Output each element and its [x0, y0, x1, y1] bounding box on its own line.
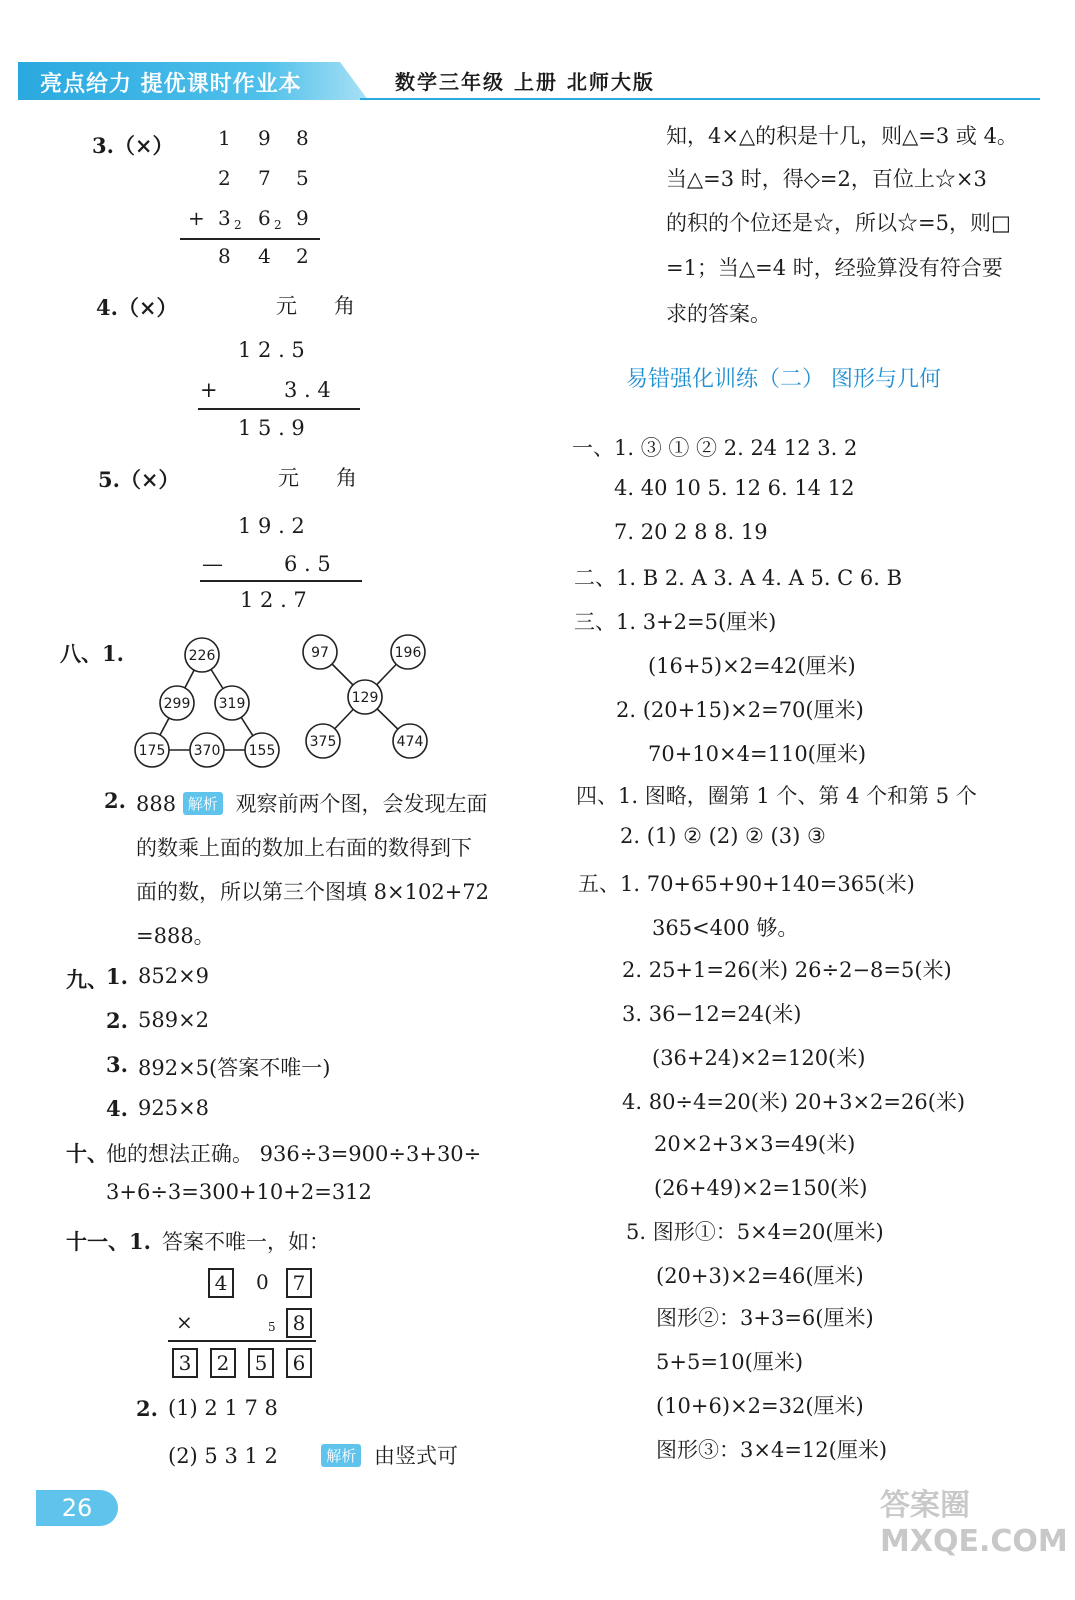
digit-box: 2	[210, 1348, 236, 1378]
section-title: 易错强化训练（二） 图形与几何	[626, 367, 941, 392]
ba2-line: 面的数，所以第三个图填 8×102+72	[136, 880, 490, 904]
five-line: 2. 25+1=26(米) 26÷2−8=5(米)	[622, 958, 952, 982]
q4-label: 4.（×）	[96, 295, 178, 320]
digit-box: 3	[172, 1348, 198, 1378]
digit-box: 6	[286, 1348, 312, 1378]
cont-line: 的积的个位还是☆，所以☆=5，则□	[666, 211, 1011, 235]
shiyi-rule	[168, 1340, 316, 1342]
jiu-item: 925×8	[138, 1096, 210, 1120]
jiu-item: 852×9	[138, 964, 210, 988]
header-rule	[360, 98, 1040, 100]
shi-line: 3+6÷3=300+10+2=312	[106, 1180, 372, 1204]
five-line: 5. 图形①：5×4=20(厘米)	[626, 1220, 884, 1244]
q3-digit: 1	[218, 126, 231, 150]
q3-digit: 6	[258, 206, 271, 230]
shiyi-p2-text: (2) 5 3 1 2	[168, 1444, 278, 1468]
ba2-line: 的数乘上面的数加上右面的数得到下	[136, 836, 472, 860]
ba2-ans-value: 888	[136, 792, 177, 816]
book-title: 数学三年级 上册 北师大版	[395, 70, 655, 94]
q3-carry: 2	[234, 218, 242, 232]
two-line: 二、1. B 2. A 3. A 4. A 5. C 6. B	[574, 566, 903, 590]
three-line: 三、1. 3+2=5(厘米)	[574, 610, 777, 634]
node-value: 97	[311, 645, 329, 661]
five-line: (10+6)×2=32(厘米)	[656, 1394, 864, 1418]
one-line: 4. 40 10 5. 12 6. 14 12	[614, 476, 855, 500]
shiyi-p2	[168, 1440, 458, 1470]
jiu-label: 九、	[66, 967, 108, 992]
jiu-num: 2.	[106, 1008, 128, 1033]
q5-row1: 1 9 . 2	[238, 514, 305, 538]
q4-yuan: 元	[276, 294, 297, 318]
jiu-item: 589×2	[138, 1008, 210, 1032]
shiyi-q2: 2.	[136, 1396, 158, 1421]
number-diagrams	[125, 630, 435, 780]
shi-label: 十、	[66, 1141, 108, 1166]
watermark: 答案圈 MXQE.COM	[880, 1488, 1068, 1559]
five-line: 图形②：3+3=6(厘米)	[656, 1306, 874, 1330]
five-line: 五、1. 70+65+90+140=365(米)	[578, 872, 915, 896]
cont-line: 知，4×△的积是十几，则△=3 或 4。	[666, 124, 1018, 148]
q3-digit: 2	[218, 166, 231, 190]
ba2-answer	[136, 788, 487, 818]
carry: 5	[268, 1320, 276, 1334]
q3-digit: 8	[296, 126, 309, 150]
five-line: 5+5=10(厘米)	[656, 1350, 804, 1374]
node-value: 370	[193, 743, 221, 759]
shiyi-text: 答案不唯一，如：	[162, 1230, 330, 1254]
shiyi-p1: (1) 2 1 7 8	[168, 1396, 278, 1420]
digit-box: 8	[286, 1308, 312, 1338]
ba2-line: 观察前两个图，会发现左面	[235, 792, 488, 816]
ba-label: 八、1.	[60, 641, 124, 666]
digit-box: 5	[248, 1348, 274, 1378]
q3-rule	[180, 238, 320, 240]
jiu-item: 892×5(答案不唯一)	[138, 1056, 331, 1080]
shiyi-label: 十一、1.	[66, 1229, 151, 1254]
ba2-line: =888。	[136, 924, 215, 948]
cont-line: =1；当△=4 时，经验算没有符合要	[666, 256, 1003, 280]
four-line: 2. (1) ② (2) ② (3) ③	[620, 824, 826, 848]
q5-yuan: 元	[278, 466, 299, 490]
series-title: 亮点给力 提优课时作业本	[40, 72, 302, 97]
three-line: (16+5)×2=42(厘米)	[648, 654, 856, 678]
node-value: 196	[394, 645, 422, 661]
node-value: 375	[309, 734, 337, 750]
node-value: 226	[188, 648, 216, 664]
q3-op: +	[188, 206, 205, 230]
analysis-tag: 解析	[183, 792, 223, 815]
q5-label: 5.（×）	[98, 467, 180, 492]
q4-rule	[198, 408, 360, 410]
q3-digit: 9	[258, 126, 271, 150]
five-line: 3. 36−12=24(米)	[622, 1002, 802, 1026]
page-number: 26	[36, 1490, 118, 1526]
five-line: (20+3)×2=46(厘米)	[656, 1264, 864, 1288]
q5-op: —	[202, 552, 223, 576]
four-line: 四、1. 图略，圈第 1 个、第 4 个和第 5 个	[576, 784, 977, 808]
q3-result: 8	[218, 244, 231, 268]
three-line: 70+10×4=110(厘米)	[648, 742, 867, 766]
q4-jiao: 角	[334, 294, 355, 318]
mul-sign: ×	[176, 1310, 193, 1334]
q5-result: 1 2 . 7	[240, 588, 307, 612]
five-line: 4. 80÷4=20(米) 20+3×2=26(米)	[622, 1090, 966, 1114]
node-value: 129	[351, 690, 379, 706]
q3-carry: 2	[274, 218, 282, 232]
q4-row2: 3 . 4	[284, 378, 331, 402]
q3-digit: 5	[296, 166, 309, 190]
five-line: 图形③：3×4=12(厘米)	[656, 1438, 888, 1462]
five-line: 365<400 够。	[652, 916, 799, 940]
ba2-num: 2.	[104, 788, 126, 813]
node-value: 155	[248, 743, 276, 759]
five-line: 20×2+3×3=49(米)	[654, 1132, 856, 1156]
q3-label: 3.（×）	[92, 133, 174, 158]
node-value: 319	[218, 696, 246, 712]
shi-line: 他的想法正确。 936÷3=900÷3+30÷	[106, 1142, 482, 1166]
shiyi-p2-tail: 由竖式可	[373, 1444, 458, 1468]
jiu-num: 3.	[106, 1052, 128, 1077]
q3-digit: 7	[258, 166, 271, 190]
one-line: 7. 20 2 8 8. 19	[614, 520, 768, 544]
digit: 0	[256, 1270, 269, 1294]
q4-result: 1 5 . 9	[238, 416, 305, 440]
q4-row1: 1 2 . 5	[238, 338, 305, 362]
q5-row2: 6 . 5	[284, 552, 331, 576]
five-line: (26+49)×2=150(米)	[654, 1176, 868, 1200]
q5-jiao: 角	[336, 466, 357, 490]
digit-box: 7	[286, 1268, 312, 1298]
cont-line: 求的答案。	[666, 302, 771, 326]
q4-op: +	[200, 378, 218, 402]
one-line: 一、1. ③ ① ② 2. 24 12 3. 2	[572, 436, 858, 460]
cont-line: 当△=3 时，得◇=2，百位上☆×3	[666, 167, 987, 191]
jiu-num: 1.	[106, 964, 128, 989]
digit-box: 4	[208, 1268, 234, 1298]
five-line: (36+24)×2=120(米)	[652, 1046, 866, 1070]
analysis-tag: 解析	[321, 1444, 361, 1467]
q3-result: 4	[258, 244, 271, 268]
q3-digit: 9	[296, 206, 309, 230]
node-value: 299	[163, 696, 191, 712]
q5-rule	[200, 580, 362, 582]
jiu-num: 4.	[106, 1096, 128, 1121]
q3-result: 2	[296, 244, 309, 268]
node-value: 474	[396, 734, 424, 750]
node-value: 175	[138, 743, 166, 759]
q3-digit: 3	[218, 206, 231, 230]
three-line: 2. (20+15)×2=70(厘米)	[616, 698, 864, 722]
